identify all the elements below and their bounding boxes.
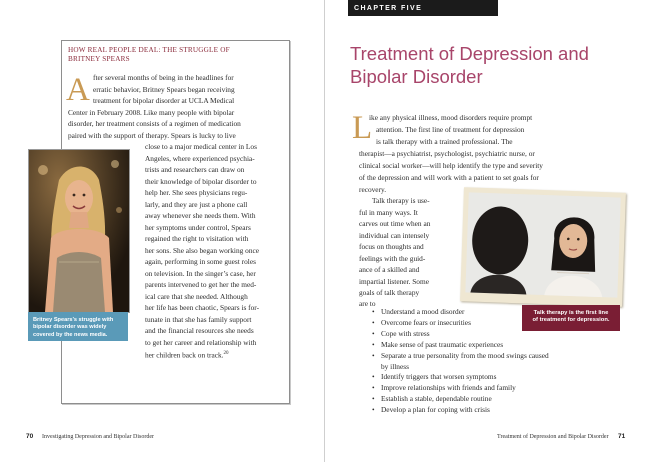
portrait-photo-svg bbox=[29, 150, 129, 312]
running-title-left: Investigating Depression and Bipolar Disorder bbox=[42, 434, 154, 440]
sidebar-body-line: Angeles, where experienced psychia- bbox=[145, 154, 255, 163]
sidebar-body-line: her symptoms under control, Spears bbox=[145, 223, 251, 232]
para2-line: goals of talk therapy bbox=[359, 288, 420, 297]
page-number-left: 70 bbox=[26, 433, 34, 440]
list-item-text: Establish a stable, dependable routine bbox=[381, 394, 492, 404]
bullet-icon: • bbox=[372, 350, 375, 360]
list-item-text: Identify triggers that worsen symptoms bbox=[381, 372, 497, 382]
list-item-text: Understand a mood disorder bbox=[381, 307, 465, 316]
list-item-text: Improve relationships with friends and family bbox=[381, 383, 516, 393]
sidebar-body-line: disorder, her treatment consists of a regimen of medication bbox=[68, 119, 241, 128]
para2-line: ance of a skilled and bbox=[359, 265, 420, 274]
footnote-ref: 20 bbox=[223, 351, 229, 356]
sidebar-body-line: Center in February 2008. Like many people with bipolar bbox=[68, 108, 235, 117]
para2-line: Talk therapy is use- bbox=[372, 196, 430, 205]
sidebar-body-last: her children back on track. bbox=[145, 350, 224, 360]
therapy-session-svg bbox=[460, 187, 626, 307]
list-item-text: Overcome fears or insecurities bbox=[381, 317, 471, 327]
para2-line: individual can intensely bbox=[359, 231, 430, 240]
book-spine bbox=[324, 0, 325, 462]
list-item-continuation bbox=[372, 362, 549, 373]
sidebar-body-line: paired with the support of therapy. Spears is lucky to live bbox=[68, 131, 236, 140]
bullet-icon: • bbox=[372, 328, 375, 338]
bullet-icon: • bbox=[372, 317, 375, 327]
para1-line: therapist—a psychiatrist, psychologist, psychiatric nurse, or bbox=[359, 149, 535, 158]
caption-line: bipolar disorder was widely bbox=[33, 324, 107, 331]
para2-line: focus on thoughts and bbox=[359, 242, 424, 251]
sidebar-heading-line: BRITNEY SPEARS bbox=[68, 54, 130, 63]
list-item-text: Develop a plan for coping with crisis bbox=[381, 405, 490, 415]
sidebar-body-line: regained the right to visitation with bbox=[145, 234, 249, 243]
bullet-icon: • bbox=[372, 394, 375, 404]
goals-bullet-list bbox=[372, 307, 549, 416]
sidebar-body-line: treatment for bipolar disorder at UCLA Medical bbox=[93, 96, 235, 105]
chapter-title-line: Treatment of Depression and bbox=[350, 43, 589, 64]
sidebar-body-line: fter several months of being in the headlines for bbox=[93, 73, 234, 82]
running-title-right: Treatment of Depression and Bipolar Disorder bbox=[497, 434, 609, 440]
bullet-icon: • bbox=[372, 339, 375, 349]
page-number-right: 71 bbox=[618, 433, 626, 440]
chapter-title-line: Bipolar Disorder bbox=[350, 66, 483, 87]
chapter-label: CHAPTER FIVE bbox=[354, 5, 423, 12]
caption-line: of treatment for depression. bbox=[532, 317, 610, 324]
bullet-icon: • bbox=[372, 383, 375, 393]
bullet-icon: • bbox=[372, 372, 375, 382]
sidebar-body-line: larly, and they are just a phone call bbox=[145, 200, 248, 209]
sidebar-body-line: trists and researchers can draw on bbox=[145, 165, 245, 174]
sidebar-body-line: close to a major medical center in Los bbox=[145, 142, 257, 151]
sidebar-body-line: parents intervened to get her the med- bbox=[145, 280, 257, 289]
sidebar-body-line: to get her career and relationship with bbox=[145, 338, 257, 347]
para2-line: ful in many ways. It bbox=[359, 208, 418, 217]
list-item-text: by illness bbox=[381, 361, 409, 371]
bullet-icon: • bbox=[372, 405, 375, 415]
sidebar-body-line: her life has been chaotic, Spears is for- bbox=[145, 303, 260, 312]
sidebar-body-line: ical care that she needed. Although bbox=[145, 292, 248, 301]
bullet-icon: • bbox=[372, 307, 375, 316]
list-item-text: Cope with stress bbox=[381, 328, 430, 338]
drop-cap: A bbox=[66, 72, 90, 108]
caption-line: Talk therapy is the first line bbox=[533, 310, 609, 316]
list-item bbox=[372, 394, 549, 405]
list-item bbox=[372, 351, 549, 362]
list-item-text: Separate a true personality from the mood swings caused bbox=[381, 350, 549, 360]
sidebar-body-line bbox=[145, 348, 229, 361]
para2-line: are to bbox=[359, 299, 376, 308]
therapy-session-photo bbox=[460, 187, 626, 307]
para2-line: feelings with the guid- bbox=[359, 254, 426, 263]
para1-line: of the depression and will work with a patient to set goals for bbox=[359, 173, 539, 182]
sidebar-body-line: help her. She sees physicians regu- bbox=[145, 188, 248, 197]
sidebar-body-line: again, performing in some guest roles bbox=[145, 257, 256, 266]
list-item bbox=[372, 329, 549, 340]
sidebar-heading-line: HOW REAL PEOPLE DEAL: THE STRUGGLE OF bbox=[68, 46, 230, 54]
list-item bbox=[372, 372, 549, 383]
list-item-text: Make sense of past traumatic experiences bbox=[381, 339, 504, 349]
chapter-title bbox=[350, 42, 640, 88]
sidebar-body-line: and the financial resources she needs bbox=[145, 326, 254, 335]
caption-line: covered by the news media. bbox=[33, 331, 108, 338]
sidebar-body-line: erratic behavior, Britney Spears began receiving bbox=[93, 85, 235, 94]
portrait-photo bbox=[28, 149, 130, 313]
sidebar-body-line: on television. In the singer’s case, her bbox=[145, 269, 256, 278]
para1-line: clinical social worker—will help identify the type and severity bbox=[359, 161, 543, 170]
sidebar-heading bbox=[68, 46, 282, 63]
list-item bbox=[372, 340, 549, 351]
para1-line: is talk therapy with a trained professional. The bbox=[376, 137, 513, 146]
list-item bbox=[372, 318, 549, 329]
list-item bbox=[372, 405, 549, 416]
sidebar-body-line: away whenever she needs them. With bbox=[145, 211, 256, 220]
list-item bbox=[372, 383, 549, 394]
sidebar-body-line: their knowledge of bipolar disorder to bbox=[145, 177, 257, 186]
list-item bbox=[372, 307, 549, 318]
para1-line: ike any physical illness, mood disorders require prompt bbox=[369, 113, 533, 122]
drop-cap: L bbox=[352, 110, 373, 146]
photo-caption-left bbox=[28, 312, 128, 341]
sidebar-body-line: her sons. She also began working once bbox=[145, 246, 260, 255]
para1-line: recovery. bbox=[359, 185, 387, 194]
para2-line: carves out time when an bbox=[359, 219, 431, 228]
para2-line: impartial listener. Some bbox=[359, 277, 429, 286]
sidebar-body-line: tunate in that she has family support bbox=[145, 315, 252, 324]
para1-line: attention. The first line of treatment for depression bbox=[376, 125, 525, 134]
caption-line: Britney Spears’s struggle with bbox=[33, 317, 114, 323]
